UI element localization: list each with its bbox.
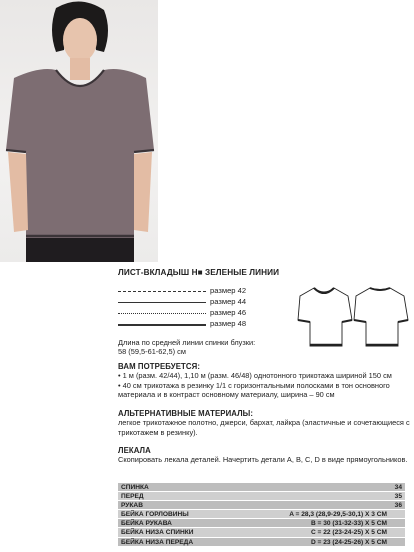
needed-section [118,362,410,399]
length-label: Длина по средней линии спинки блузки: [118,338,256,347]
row-name: РУКАВ [121,502,143,510]
row-name: БЕЙКА ГОРЛОВИНЫ [121,511,189,519]
row-name: СПИНКА [121,484,149,491]
table-row [118,492,405,501]
legend-row-size-48 [118,319,268,329]
legend-label: размер 44 [210,297,247,306]
row-formula: B = 30 (31-32-33) X 5 CM [310,520,387,528]
table-row [118,528,405,537]
table-row [118,519,405,528]
row-name: БЕЙКА НИЗА СПИНКИ [121,529,194,537]
row-page: 36 [394,502,402,510]
model-photo [0,0,158,262]
length-value: 58 (59,5-61-62,5) см [118,347,186,357]
legend-label: размер 48 [210,319,247,328]
legend-row-size-46 [118,308,268,318]
pattern-table [118,483,405,547]
legend-row-size-42 [118,286,268,296]
top-right-area [165,0,414,262]
length-info [118,338,410,357]
alternatives-heading: АЛЬТЕРНАТИВНЫЕ МАТЕРИАЛЫ: [118,409,254,418]
needed-item: • 40 см трикотажа в резинку 1/1 с горизонтальными полосками в тон основного материала и в контраст основному материалу, ширина – 90 см [118,380,390,399]
row-name: БЕЙКА РУКАВА [121,520,172,528]
alternatives-text: легкое трикотажное полотно, джерси, бархат, лайкра (эластичные и сочетающиеся с трикотажем в резинку). [118,418,410,437]
alternatives-section [118,409,410,437]
model-photo-illustration [0,0,158,262]
patterns-text: Скопировать лекала деталей. Начертить детали А, В, С, D в виде прямоугольников. [118,455,408,465]
table-row [118,501,405,510]
table-row [118,483,405,492]
row-formula: C = 22 (23-24-25) X 5 CM [310,529,387,537]
needed-heading: ВАМ ПОТРЕБУЕТСЯ: [118,362,201,371]
legend-label: размер 42 [210,286,247,295]
legend-label: размер 46 [210,308,247,317]
row-formula: D = 23 (24-25-26) X 5 CM [310,538,387,546]
table-row [118,538,405,547]
patterns-heading: ЛЕКАЛА [118,446,151,455]
row-name: ПЕРЕД [121,493,144,501]
patterns-section [118,446,410,465]
thick-line-icon [118,324,206,326]
row-formula: A = 28,3 (28,9-29,5-30,1) X 3 CM [289,511,387,519]
legend-row-size-44 [118,297,268,307]
insert-sheet-title: ЛИСТ-ВКЛАДЫШ Н■ ЗЕЛЕНЫЕ ЛИНИИ [118,268,280,277]
needed-item: • 1 м (разм. 42/44), 1,10 м (разм. 46/48) однотонного трикотажа шириной 150 см [118,371,392,381]
row-name: БЕЙКА НИЗА ПЕРЕДА [121,538,194,546]
dotted-line-icon [118,313,206,314]
solid-line-icon [118,302,206,303]
row-page: 35 [394,493,402,501]
row-page: 34 [394,484,402,491]
table-row [118,510,405,519]
dashed-line-icon [118,291,206,292]
